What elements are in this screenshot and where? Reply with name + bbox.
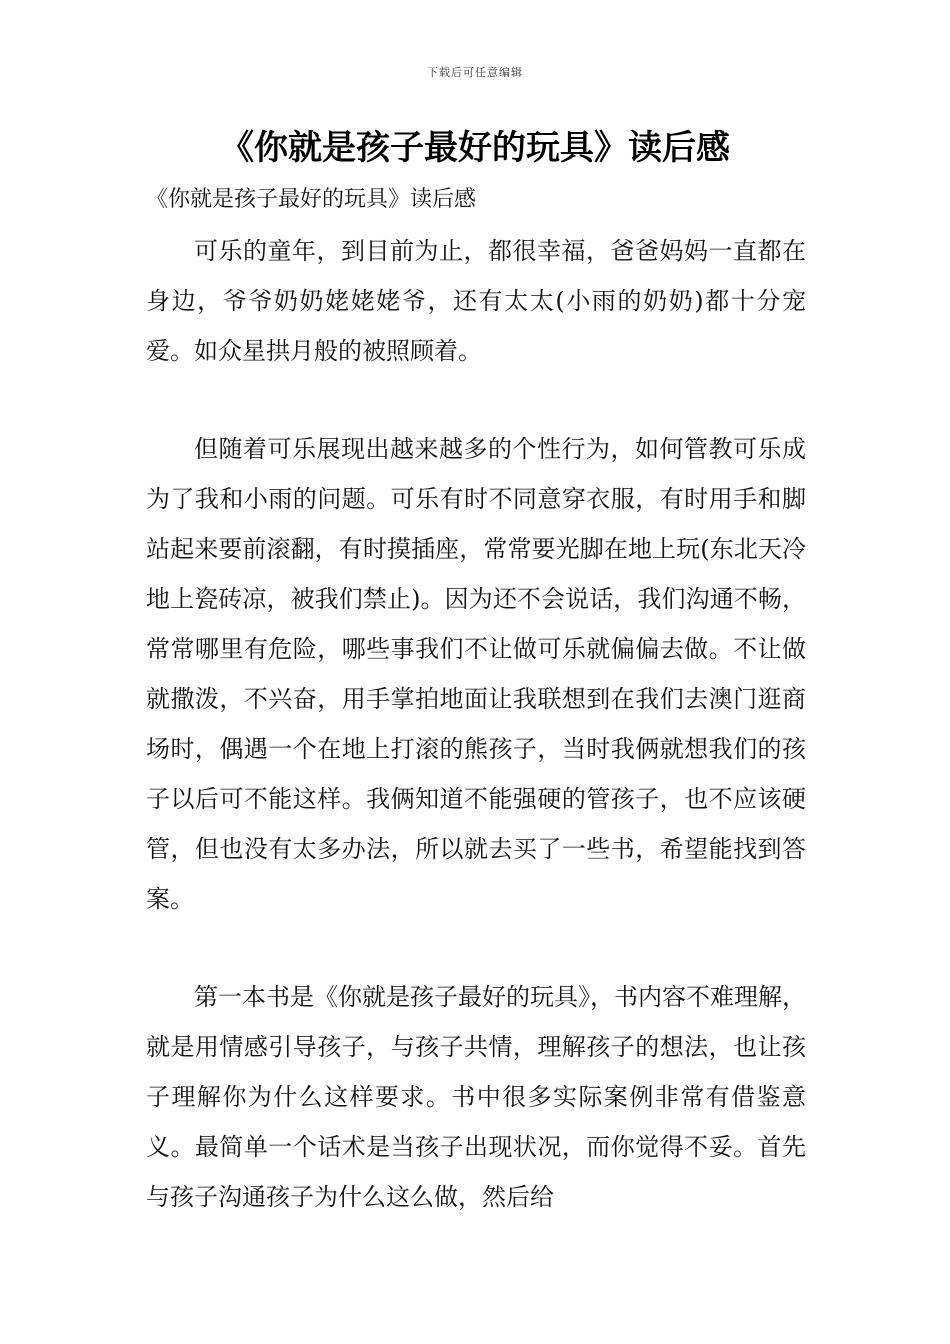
paragraph-1: 可乐的童年，到目前为止，都很幸福，爸爸妈妈一直都在身边，爷爷奶奶姥姥姥爷，还有太太(小雨的奶奶)都十分宠爱。如众星拱月般的被照顾着。	[146, 237, 806, 365]
paragraph-2: 但随着可乐展现出越来越多的个性行为，如何管教可乐成为了我和小雨的问题。可乐有时不同意穿衣服，有时用手和脚站起来要前滚翻，有时摸插座，常常要光脚在地上玩(东北天冷地上瓷砖凉，被我们禁止)。因为还不会说话，我们沟通不畅，常常哪里有危险，哪些事我们不让做可乐就偏偏去做。不让做就撒泼，不兴奋，用手掌拍地面让我联想到在我们去澳门逛商场时，偶遇一个在地上打滚的熊孩子，当时我俩就想我们的孩子以后可不能这样。我俩知道不能强硬的管孩子，也不应该硬管，但也没有太多办法，所以就去买了一些书，希望能找到答案。	[146, 435, 806, 913]
header-note: 下载后可任意编辑	[427, 66, 523, 79]
document-title: 《你就是孩子最好的玩具》读后感	[220, 128, 730, 168]
paragraph-3: 第一本书是《你就是孩子最好的玩具》，书内容不难理解，就是用情感引导孩子，与孩子共情，理解孩子的想法，也让孩子理解你为什么这样要求。书中很多实际案例非常有借鉴意义。最简单一个话术是当孩子出现状况，而你觉得不妥。首先与孩子沟通孩子为什么这么做，然后给	[146, 983, 806, 1211]
document-subtitle: 《你就是孩子最好的玩具》读后感	[146, 187, 477, 212]
